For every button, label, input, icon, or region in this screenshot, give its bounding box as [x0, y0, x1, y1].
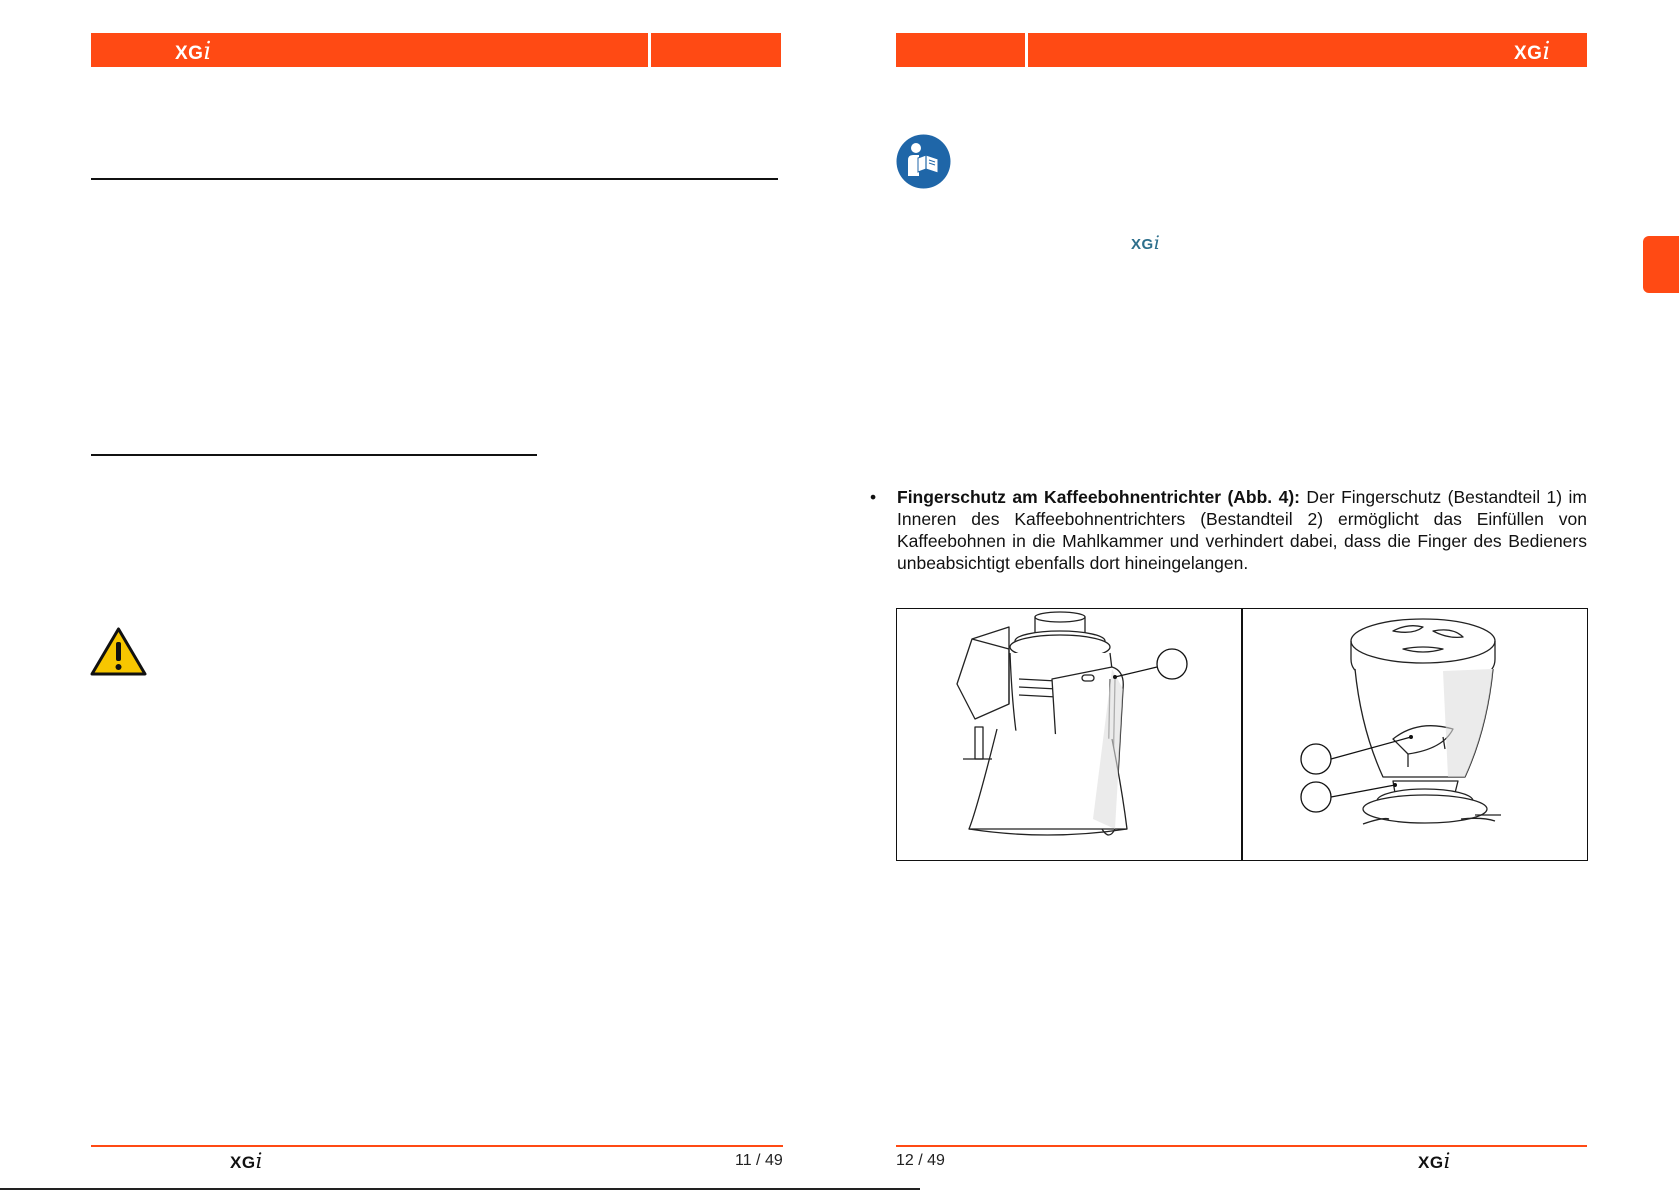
callout-2 [1301, 782, 1331, 812]
header-bar-tab [651, 33, 781, 67]
bullet-body-text: Der Fingerschutz (Bestandteil 1) im Inneren des Kaffeebohnentrichters (Bestandteil 2) ermöglicht das Einfüllen von Kaffeebohnen in die Mahlkammer und verhindert dabei, dass die Finger des Bedieners unbeabsichtigt ebenfalls dort hineingelangen. [897, 487, 1587, 573]
bullet-text [897, 486, 1587, 574]
figure-4 [896, 608, 1588, 861]
footer-rule [91, 1145, 783, 1147]
bullet-dot: • [870, 487, 877, 507]
hopper-illustration [1243, 609, 1587, 860]
bullet-bold-text: Fingerschutz am Kaffeebohnentrichter (Abb. 4): [897, 487, 1300, 507]
subsection-rule [91, 454, 537, 456]
viewer-bottom-edge [0, 1188, 920, 1190]
header-bar-tab [896, 33, 1025, 67]
bullet-item-finger-guard [870, 486, 1587, 574]
section-rule [91, 178, 778, 180]
header-bar-main [1028, 33, 1587, 67]
chapter-side-tab[interactable] [1643, 236, 1679, 293]
warning-triangle-icon [90, 627, 147, 677]
footer-brand-logo: XGi [230, 1149, 263, 1173]
grinder-illustration [897, 609, 1241, 860]
page-number: 11 / 49 [735, 1152, 783, 1169]
callout-1 [1157, 649, 1187, 679]
read-manual-icon [896, 134, 951, 189]
inline-brand-logo: XGi [1131, 232, 1161, 254]
callout-1 [1301, 744, 1331, 774]
footer-brand-logo: XGi [1418, 1149, 1451, 1173]
footer-rule [896, 1145, 1587, 1147]
page-number: 12 / 49 [896, 1152, 945, 1169]
header-brand-logo: XGi [1514, 37, 1551, 65]
header-brand-logo: XGi [175, 37, 212, 65]
